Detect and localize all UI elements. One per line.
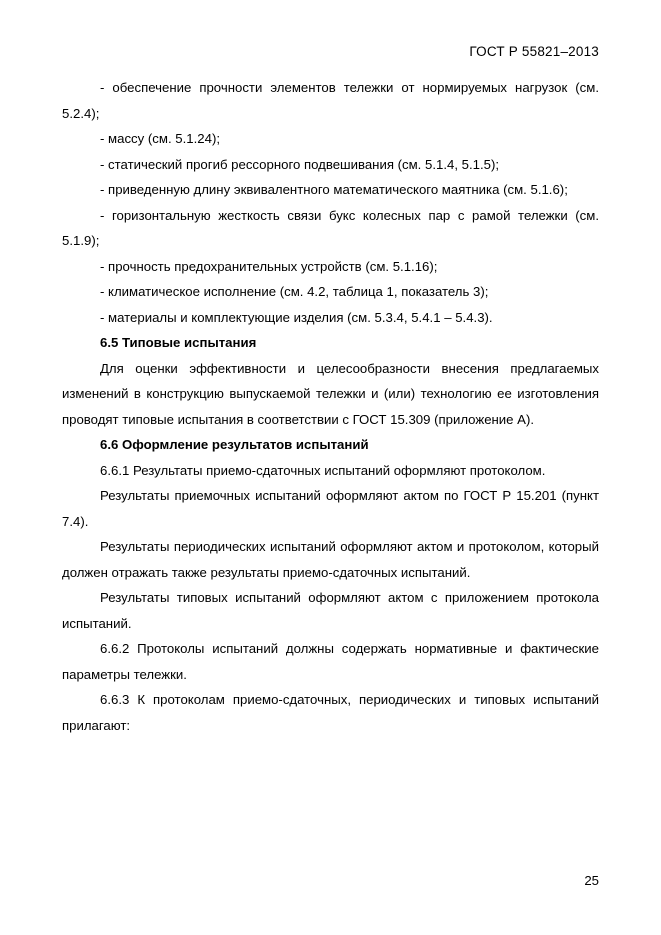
paragraph: - материалы и комплектующие изделия (см. 5.3.4, 5.4.1 – 5.4.3). — [100, 309, 493, 325]
paragraph: - массу (см. 5.1.24); — [100, 131, 221, 146]
page-number: 25 — [584, 873, 599, 888]
paragraph: 6.6.3 К протоколам приемо-сдаточных, периодических и типовых испытаний прилагают: — [62, 692, 599, 733]
section-heading-6-5: 6.5 Типовые испытания — [100, 335, 257, 350]
paragraph: Результаты приемочных испытаний оформляют актом по ГОСТ Р 15.201 (пункт 7.4). — [62, 488, 599, 529]
paragraph: - приведенную длину эквивалентного математического маятника (см. 5.1.6); — [100, 182, 568, 197]
page-header: ГОСТ Р 55821–2013 — [469, 44, 599, 59]
paragraph: - горизонтальную жесткость связи букс колесных пар с рамой тележки (см. 5.1.9); — [62, 207, 599, 248]
paragraph: - статический прогиб рессорного подвешивания (см. 5.1.4, 5.1.5); — [100, 156, 500, 172]
paragraph: - прочность предохранительных устройств (см. 5.1.16); — [100, 258, 438, 274]
paragraph: 6.6.2 Протоколы испытаний должны содержать нормативные и фактические параметры тележки. — [62, 641, 599, 682]
paragraph: - климатическое исполнение (см. 4.2, таблица 1, показатель 3); — [100, 284, 489, 299]
paragraph: Для оценки эффективности и целесообразности внесения предлагаемых изменений в конструкцию выпускаемой тележки и (или) технологию ее изготовления проводят типовые испытания в соответствии с ГОСТ 15.309 (приложение А). — [62, 360, 599, 427]
paragraph: Результаты типовых испытаний оформляют актом с приложением протокола испытаний. — [62, 590, 599, 631]
document-body — [62, 75, 599, 738]
section-heading-6-6: 6.6 Оформление результатов испытаний — [100, 437, 369, 452]
paragraph: - обеспечение прочности элементов тележки от нормируемых нагрузок (см. 5.2.4); — [62, 80, 599, 121]
paragraph: Результаты периодических испытаний оформляют актом и протоколом, который должен отражать также результаты приемо-сдаточных испытаний. — [62, 539, 599, 580]
paragraph: 6.6.1 Результаты приемо-сдаточных испытаний оформляют протоколом. — [100, 462, 546, 478]
